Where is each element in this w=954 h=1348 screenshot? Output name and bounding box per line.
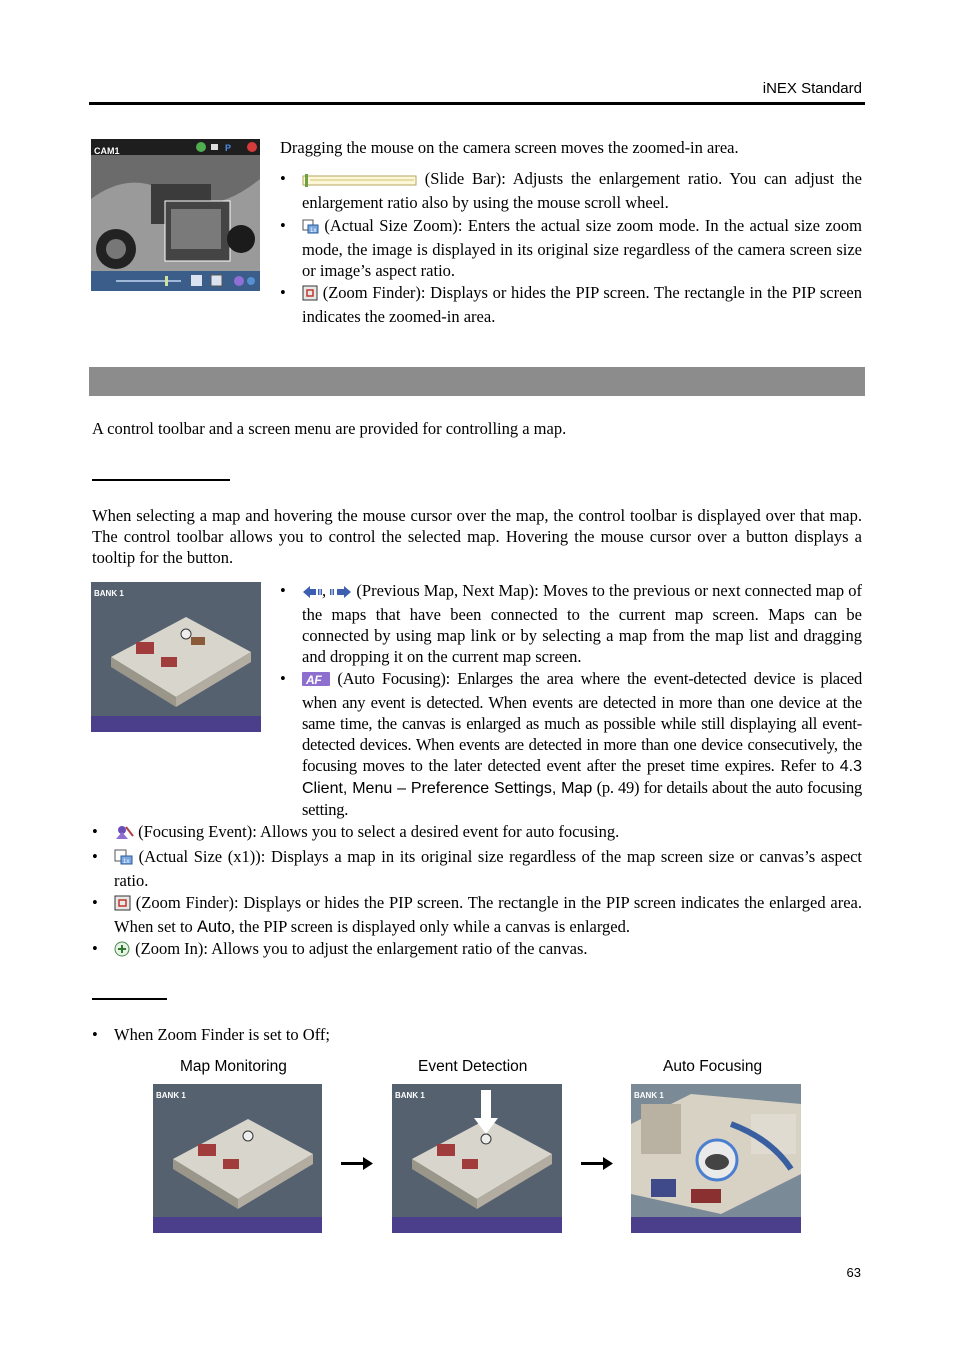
subheading-underline: [92, 998, 167, 1000]
previous-map-icon: [302, 583, 322, 604]
arrow-head-icon: [363, 1157, 373, 1170]
list-item: • 1x (Actual Size Zoom): Enters the actual size zoom mode. In the actual size zoom mode, the image is displayed in its original size regardless of the camera screen size or image’s aspect ratio.: [280, 216, 862, 280]
caption-auto-focusing: Auto Focusing: [663, 1058, 763, 1075]
list-item: • (Zoom Finder): Displays or hides the PIP screen. The rectangle in the PIP screen indicates the zoomed-in area.: [280, 283, 863, 326]
page-number: 63: [846, 1265, 861, 1280]
list-item: • (Focusing Event): Allows you to select a desired event for auto focusing.: [92, 821, 862, 845]
zoom-finder-icon: [302, 285, 318, 306]
map-bank-label: BANK 1: [156, 1091, 186, 1100]
auto-focusing-description-end: (p. 49) for details about the auto focusing setting.: [302, 778, 862, 819]
toolbar-description-paragraph: When selecting a map and hovering the mouse cursor over the map, the control toolbar is displayed over that map. The control toolbar allows you to control the selected map. Hovering the mouse cursor over a button displays a tooltip for the button.: [92, 506, 862, 567]
actual-size-description: (Actual Size (x1)): Displays a map in its original size regardless of the map screen size or canvas’s aspect ratio.: [114, 847, 862, 890]
arrow-right-icon: [581, 1162, 603, 1165]
arrow-head-icon: [603, 1157, 613, 1170]
zoom-finder-map-description: (Zoom Finder): Displays or hides the PIP screen. The rectangle in the PIP screen indicates the enlarged area. When set to: [114, 893, 862, 936]
next-map-icon: [330, 583, 352, 604]
zoom-intro-text: Dragging the mouse on the camera screen moves the zoomed-in area.: [280, 138, 739, 157]
list-item: • (Slide Bar): Adjusts the enlargement ratio. You can adjust the enlargement ratio also by using the mouse scroll wheel.: [280, 169, 862, 212]
zoom-finder-icon: [114, 895, 131, 916]
slide-bar-description: (Slide Bar): Adjusts the enlargement ratio. You can adjust the enlargement ratio also by using the mouse scroll wheel.: [302, 169, 862, 212]
map-monitoring-image: [153, 1084, 322, 1233]
zoom-finder-description: (Zoom Finder): Displays or hides the PIP screen. The rectangle in the PIP screen indicates the zoomed-in area.: [302, 283, 863, 326]
prev-next-map-description: (Previous Map, Next Map): Moves to the previous or next connected map of the maps that have been connected to the current map screen. Maps can be connected by using map link or by selecting a map from the map list and dragging and dropping it on the current map screen.: [302, 581, 862, 666]
zoom-finder-auto-term: Auto: [196, 918, 231, 936]
svg-text:P: P: [225, 143, 232, 153]
map-bank-label: BANK 1: [395, 1091, 425, 1100]
caption-event-detection: Event Detection: [418, 1058, 528, 1075]
auto-focusing-reference: 4.3 Client, Menu – Preference Settings, Map: [302, 758, 862, 797]
slide-bar-icon: [302, 171, 417, 192]
actual-size-zoom-icon: [302, 218, 319, 239]
list-item: • (Zoom In): Allows you to adjust the enlargement ratio of the canvas.: [92, 938, 862, 962]
zoom-in-description: (Zoom In): Allows you to adjust the enlargement ratio of the canvas.: [135, 939, 588, 958]
svg-text:1x: 1x: [123, 859, 130, 865]
event-detection-image: [392, 1084, 562, 1233]
svg-text:1x: 1x: [310, 228, 317, 234]
auto-focusing-icon: [302, 671, 330, 692]
zoom-finder-off-text: When Zoom Finder is set to Off;: [114, 1025, 330, 1044]
focusing-event-icon: [114, 824, 134, 845]
header-rule: [89, 102, 865, 105]
subheading-underline: [92, 479, 230, 481]
zoom-finder-map-description-end: , the PIP screen is displayed only while a canvas is enlarged.: [230, 917, 631, 936]
list-item: • AF (Auto Focusing): Enlarges the area where the event-detected device is placed when any event is detected. When events are detected in more than one device at the same time, the canvas is enlarged as much as possible while still displaying all event-detected devices. When events are detected in more than one device consecutively, the focusing moves to the later detected event after the preset time expires. Refer to 4.3 Client, Menu – Preference Settings, Map (p. 49) for details about the auto focusing setting.: [280, 669, 862, 819]
caption-map-monitoring: Map Monitoring: [180, 1058, 287, 1075]
list-item: • , (Previous Map, Next Map): Moves to the previous or next connected map of the maps that have been connected to the current map screen. Maps can be connected by using map link or by selecting a map from the map list and dragging and dropping it on the current map screen.: [280, 581, 862, 666]
camera-screen-image: [91, 139, 260, 291]
map-toolbar: [91, 716, 261, 732]
actual-size-zoom-description: (Actual Size Zoom): Enters the actual size zoom mode. In the actual size zoom mode, the image is displayed in its original size regardless of the camera screen size or image’s aspect ratio.: [302, 216, 862, 280]
map-toolbar: [631, 1217, 801, 1233]
document-header-title: iNEX Standard: [762, 80, 862, 97]
map-toolbar: [153, 1217, 322, 1233]
list-item: • When Zoom Finder is set to Off;: [92, 1024, 862, 1045]
actual-size-icon: [114, 849, 133, 870]
auto-focusing-description: (Auto Focusing): Enlarges the area where the event-detected device is placed when any event is detected. When events are detected in more than one device at the same time, the canvas is enlarged as much as possible while still displaying all event-detected devices. When events are detected in more than one device consecutively, the focusing moves to the later detected event after the preset time expires. Refer to: [302, 669, 862, 775]
arrow-right-icon: [341, 1162, 365, 1165]
list-item: • 1x (Actual Size (x1)): Displays a map in its original size regardless of the map screen size or canvas’s aspect ratio.: [92, 847, 862, 890]
camera-label: CAM1: [94, 146, 120, 156]
svg-text:AF: AF: [306, 673, 322, 687]
map-bank-label: BANK 1: [94, 589, 124, 598]
auto-focusing-image: [631, 1084, 801, 1233]
map-toolbar: [392, 1217, 562, 1233]
zoom-in-icon: [114, 941, 131, 962]
section-heading-bar: [89, 367, 865, 396]
map-screen-image: [91, 582, 261, 732]
list-item: • (Zoom Finder): Displays or hides the PIP screen. The rectangle in the PIP screen indicates the enlarged area. When set to Auto, the PIP screen is displayed only while a canvas is enlarged.: [92, 893, 862, 936]
map-bank-label: BANK 1: [634, 1091, 664, 1100]
map-intro-text: A control toolbar and a screen menu are provided for controlling a map.: [92, 419, 567, 438]
focusing-event-description: (Focusing Event): Allows you to select a desired event for auto focusing.: [138, 822, 620, 841]
